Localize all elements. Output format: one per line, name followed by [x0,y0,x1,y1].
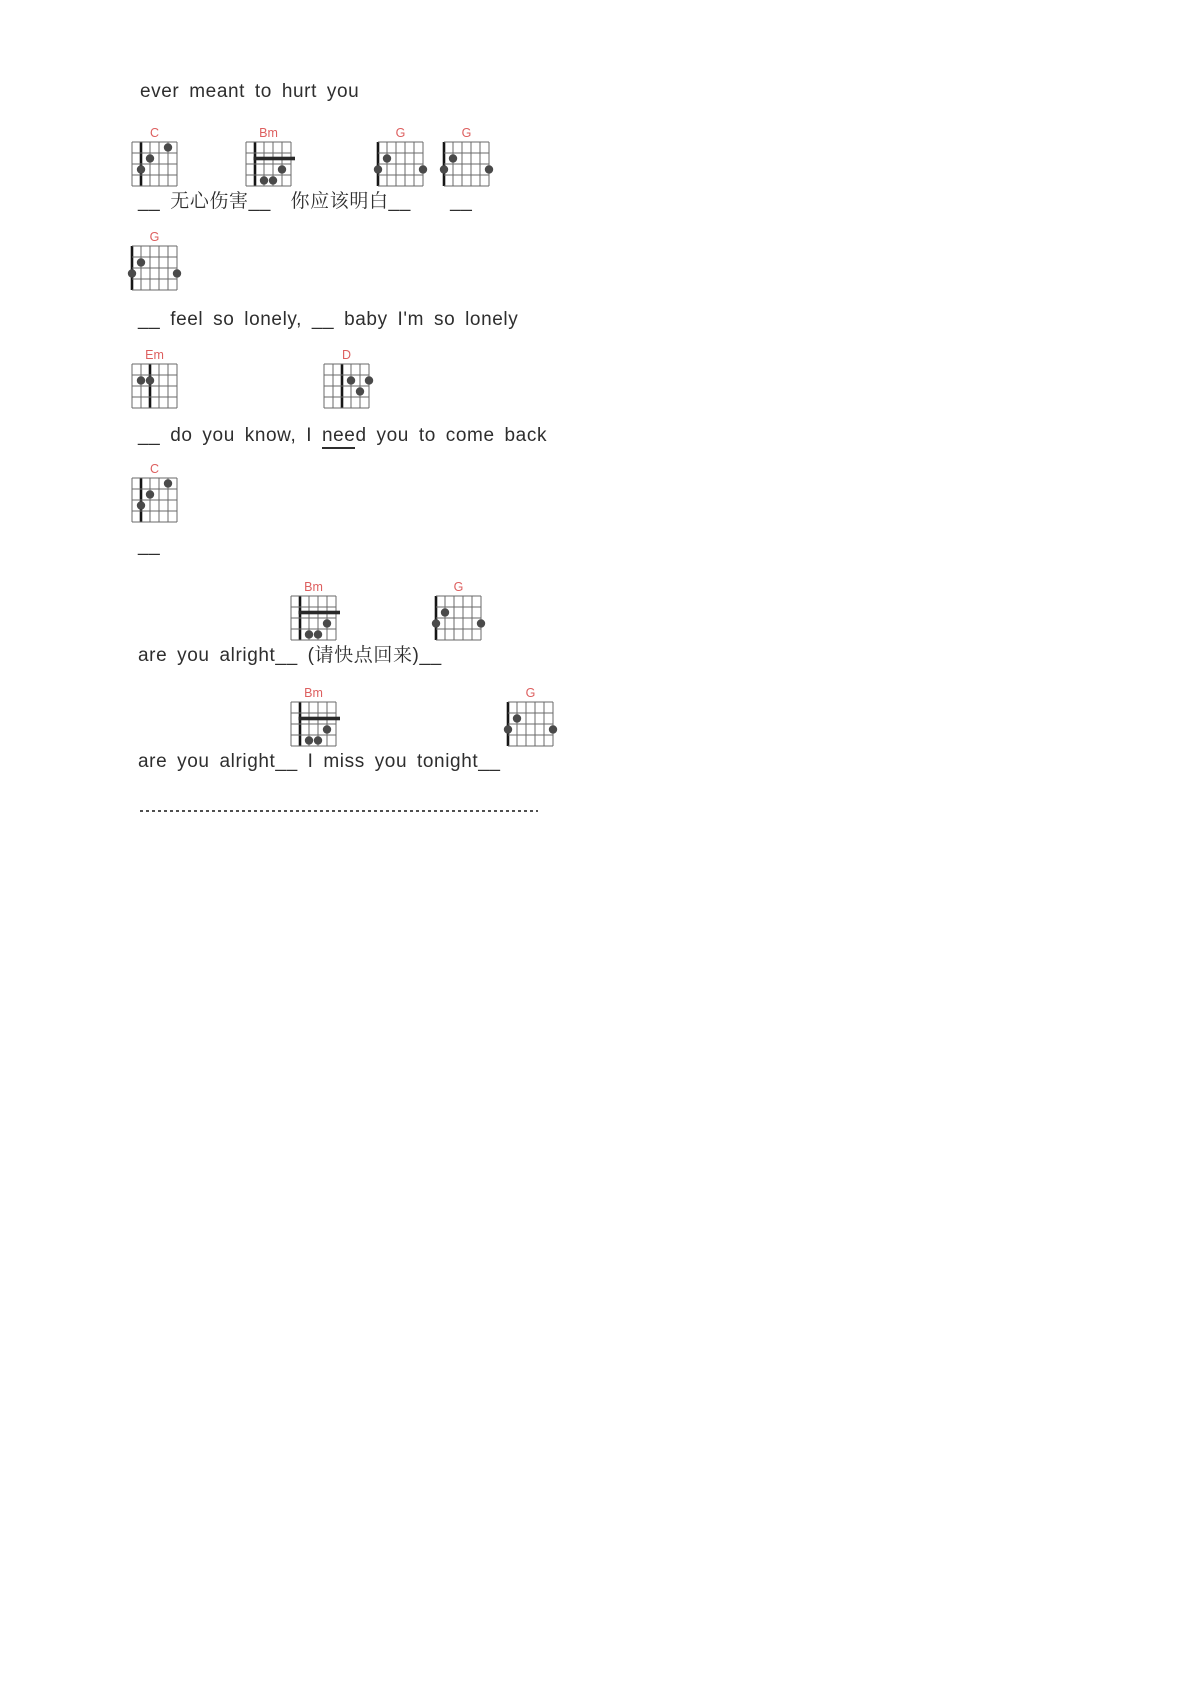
chord-label: G [525,686,536,700]
finger-dot [146,154,154,162]
chord-grid [372,126,432,192]
chord-diagram-Bm [285,686,345,757]
finger-dot [441,608,449,616]
chord-grid [126,230,186,296]
chord-grid [438,126,498,192]
chord-diagram-Em [126,348,186,419]
chord-grid [318,348,378,414]
chord-diagram-C [126,126,186,197]
finger-dot [504,725,512,733]
lyric-segment: are you alright__ I miss you tonight__ [138,751,501,772]
chord-label: G [453,580,464,594]
chord-grid [285,580,345,646]
chord-diagram-C [126,462,186,533]
finger-dot [137,165,145,173]
lyric-segment: __ 无心伤害__ 你应该明白__ __ [138,191,473,212]
finger-dot [137,258,145,266]
chord-diagram-G [502,686,562,757]
finger-dot [146,376,154,384]
chord-diagram-G [126,230,186,301]
finger-dot [365,376,373,384]
finger-dot [137,501,145,509]
chord-label: Bm [304,686,323,700]
chord-grid [430,580,490,646]
lyric-line [138,534,160,558]
chord-grid [126,348,186,414]
finger-dot [128,269,136,277]
chord-grid [126,126,186,192]
chord-label: D [341,348,352,362]
chord-label: G [149,230,160,244]
lyric-line [138,190,472,214]
lyric-line [140,80,359,104]
finger-dot [146,490,154,498]
finger-dot [164,479,172,487]
chord-diagram-Bm [240,126,300,197]
finger-dot [278,165,286,173]
chord-label: C [149,126,160,140]
chord-position-underline: nee [322,425,356,449]
finger-dot [305,736,313,744]
finger-dot [374,165,382,173]
chord-label: G [461,126,472,140]
lyric-line [138,750,501,774]
chord-diagram-G [430,580,490,651]
finger-dot [314,630,322,638]
finger-dot [356,387,364,395]
section-separator-dashed-line [140,810,538,812]
lyric-line [138,644,442,668]
lyric-line [138,308,518,332]
finger-dot [164,143,172,151]
chord-label: Bm [304,580,323,594]
finger-dot [269,176,277,184]
finger-dot [323,619,331,627]
finger-dot [485,165,493,173]
finger-dot [432,619,440,627]
chord-grid [126,462,186,528]
finger-dot [260,176,268,184]
finger-dot [477,619,485,627]
chord-grid [502,686,562,752]
finger-dot [173,269,181,277]
finger-dot [137,376,145,384]
finger-dot [419,165,427,173]
finger-dot [440,165,448,173]
finger-dot [383,154,391,162]
finger-dot [314,736,322,744]
finger-dot [323,725,331,733]
finger-dot [513,714,521,722]
chord-diagram-Bm [285,580,345,651]
chord-label: C [149,462,160,476]
chord-diagram-G [372,126,432,197]
finger-dot [549,725,557,733]
finger-dot [347,376,355,384]
finger-dot [449,154,457,162]
lyric-segment: d you to come back [355,425,548,446]
finger-dot [305,630,313,638]
chord-label: G [395,126,406,140]
lyric-segment: __ do you know, I [138,425,322,446]
lyric-segment: ever meant to hurt you [140,81,360,102]
lyric-segment: __ feel so lonely, __ baby I'm so lonely [138,309,519,330]
chord-diagram-G [438,126,498,197]
lyric-segment: __ [138,535,161,556]
chord-grid [240,126,300,192]
lyric-segment: are you alright__ (请快点回来)__ [138,645,442,666]
chord-label: Em [145,348,164,362]
chord-label: Bm [259,126,278,140]
chord-diagram-D [318,348,378,419]
chord-grid [285,686,345,752]
lyric-line [138,424,547,448]
